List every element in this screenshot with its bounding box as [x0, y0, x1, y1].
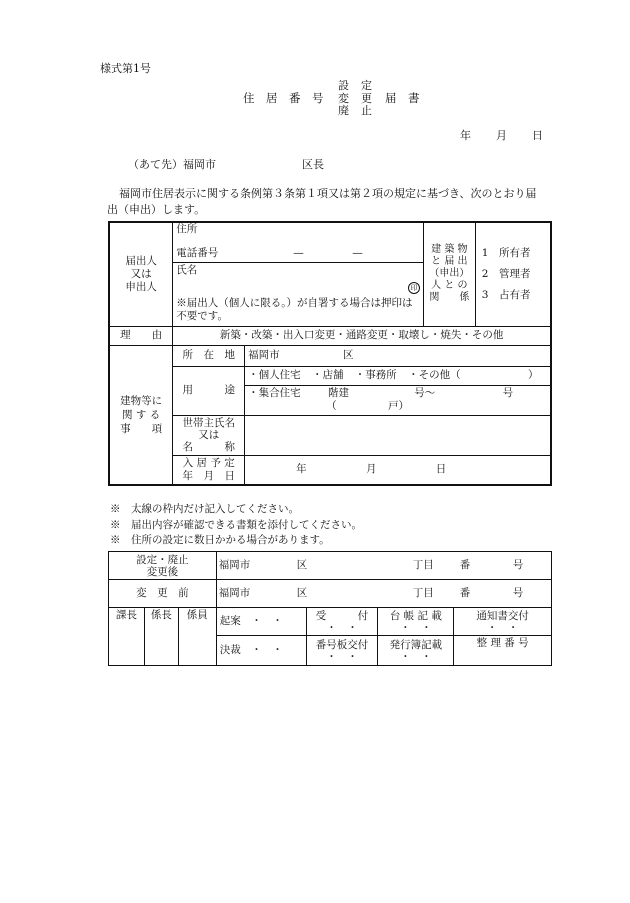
relation-options[interactable] [475, 222, 551, 326]
applicant-label-2: 申出人 [125, 280, 157, 293]
after-ban: 番 [459, 558, 471, 571]
applicant-label-1: 又は [130, 267, 152, 280]
title-stack-2-0: 定 [361, 79, 372, 92]
seal-note: ※届出人（個人に限る。）が自署する場合は押印は不要です。 [176, 296, 413, 322]
title-stack-1 [338, 80, 349, 118]
after-go: 号 [512, 558, 524, 571]
after-change-label-1: 変更後 [146, 565, 179, 578]
daicho-label: 台 帳 記 載 [389, 609, 442, 622]
building-label [109, 345, 173, 485]
bangoban-label: 番号板交付 [315, 638, 369, 651]
date-day: 日 [532, 129, 543, 142]
relation-owner[interactable]: 1 所有者 [481, 246, 531, 259]
move-in-month: 月 [365, 463, 377, 476]
after-chome: 丁目 [412, 558, 434, 571]
head-name-cell[interactable] [245, 415, 551, 455]
relation-label-2: （申出） [429, 268, 470, 280]
use-other[interactable]: ・その他（ [408, 369, 461, 381]
reason-options[interactable]: 新築・改築・出入口変更・通路変更・取壊し・焼失・その他 [173, 326, 551, 345]
after-city: 福岡市 [218, 558, 251, 571]
move-in-label [173, 455, 245, 485]
after-ward: 区 [296, 558, 308, 571]
before-change-label: 変 更 前 [109, 580, 217, 608]
use-row-1[interactable] [245, 366, 551, 385]
role-chief: 係長 [144, 608, 178, 666]
reason-label: 理 由 [109, 326, 173, 345]
move-in-year: 年 [296, 463, 307, 476]
before-change-address [216, 580, 551, 608]
date-year: 年 [460, 129, 471, 142]
role-section-chief: 課長 [109, 608, 145, 666]
seal-icon: 印 [408, 282, 420, 294]
bangoban-dots: ・ ・ [326, 650, 358, 663]
application-form-table [108, 221, 552, 486]
addressee-label: （あて先）福岡市 [128, 158, 216, 171]
use-unit-from: 号〜 [414, 387, 436, 399]
tsuchisho-label: 通知書交付 [476, 609, 529, 622]
tsuchisho-dots: ・ ・ [486, 621, 519, 634]
before-go: 号 [512, 586, 524, 599]
relation-label-0: 建 築 物 [431, 244, 468, 256]
role-staff: 係員 [178, 608, 216, 666]
applicant-address-cell[interactable] [173, 222, 424, 262]
title-stack-1-1: 変 [338, 91, 349, 105]
uketsuke-cell [306, 608, 378, 636]
addressee-ward: 区長 [302, 158, 324, 171]
before-ban: 番 [459, 586, 471, 599]
head-label-1: 又は [198, 429, 220, 441]
use-floors: 階建 [327, 387, 349, 399]
body-text: 福岡市住居表示に関する条例第３条第１項又は第２項の規定に基づき、次のとおり届出（申出）します。 [107, 187, 537, 216]
note-2: ※ 届出内容が確認できる書類を添付してください。 [110, 518, 362, 531]
before-city: 福岡市 [218, 586, 251, 599]
move-in-date-cell[interactable] [245, 455, 551, 485]
move-in-label-1: 年 月 日 [182, 469, 235, 482]
relation-occupant[interactable]: 3 占有者 [481, 288, 531, 301]
form-number: 様式第1号 [100, 62, 151, 75]
title-stack-2-2: 止 [361, 104, 372, 117]
relation-label [423, 222, 475, 326]
after-change-label [109, 552, 217, 580]
location-cell[interactable] [245, 345, 551, 366]
applicant-label [109, 222, 173, 326]
location-ward: 区 [342, 349, 354, 361]
use-row-2[interactable] [245, 385, 551, 415]
relation-label-3: 人 と の [431, 280, 468, 292]
head-label-2: 名 称 [182, 441, 235, 453]
use-units: 戸） [387, 400, 409, 412]
tsuchisho-cell [454, 608, 552, 636]
before-chome: 丁目 [412, 586, 434, 599]
office-use-table [108, 551, 552, 666]
kessai-cell: 決裁 ・ ・ [216, 636, 306, 666]
move-in-day: 日 [435, 463, 447, 476]
relation-label-1: と 届 出 [431, 256, 468, 268]
title-suffix: 届 書 [385, 91, 420, 105]
kian-cell: 起案 ・ ・ [216, 608, 306, 636]
uketsuke-label: 受 付 [315, 609, 369, 622]
phone-dash-2: — [352, 247, 363, 259]
note-3: ※ 住所の設定に数日かかる場合があります。 [110, 534, 330, 546]
use-apartment[interactable]: ・集合住宅 [248, 387, 301, 399]
after-change-label-0: 設定・廃止 [136, 553, 189, 566]
location-label: 所 在 地 [173, 345, 245, 366]
hakko-dots: ・ ・ [400, 650, 432, 663]
uketsuke-dots: ・ ・ [326, 621, 358, 634]
use-units-open: （ [326, 400, 337, 412]
applicant-name-label: 氏名 [176, 263, 198, 276]
hakko-cell [378, 636, 454, 666]
relation-label-4: 関 係 [429, 292, 470, 304]
applicant-phone-row [176, 247, 420, 260]
daicho-cell [378, 608, 454, 636]
use-office[interactable]: ・事務所 [354, 369, 397, 381]
relation-manager[interactable]: 2 管理者 [481, 267, 531, 280]
bangoban-cell [306, 636, 378, 666]
title-stack-2 [361, 80, 372, 118]
date-month: 月 [496, 129, 507, 142]
title-prefix: 住 居 番 号 [243, 91, 324, 105]
form-title [243, 92, 324, 105]
daicho-dots: ・ ・ [400, 621, 432, 634]
applicant-phone-label: 電話番号 [176, 247, 219, 259]
building-label-1: 関 す る [122, 408, 161, 421]
title-stack-1-0: 設 [338, 79, 349, 92]
use-shop[interactable]: ・店舗 [311, 369, 344, 381]
hakko-label: 発行簿記載 [389, 638, 443, 651]
head-label [173, 415, 245, 455]
seiri-cell: 整 理 番 号 [454, 636, 552, 666]
use-label: 用 途 [173, 366, 245, 415]
phone-dash-1: — [293, 247, 304, 259]
building-label-2: 事 項 [120, 422, 163, 435]
applicant-label-0: 届出人 [125, 254, 157, 267]
before-ward: 区 [296, 586, 308, 599]
building-label-0: 建物等に [120, 394, 163, 407]
applicant-address-label: 住所 [176, 223, 198, 235]
move-in-label-0: 入 居 予 定 [182, 456, 235, 469]
use-private-house[interactable]: ・個人住宅 [248, 369, 301, 381]
applicant-name-cell[interactable] [173, 262, 424, 326]
location-city: 福岡市 [248, 349, 280, 361]
use-unit-to: 号 [502, 387, 514, 399]
notes [110, 502, 362, 549]
after-change-address [216, 552, 551, 580]
title-stack-1-2: 廃 [338, 104, 349, 117]
use-other-close: ） [527, 369, 539, 381]
head-label-0: 世帯主氏名 [182, 417, 235, 429]
note-1: ※ 太線の枠内だけ記入してください。 [110, 503, 299, 515]
title-stack-2-1: 更 [361, 91, 372, 105]
